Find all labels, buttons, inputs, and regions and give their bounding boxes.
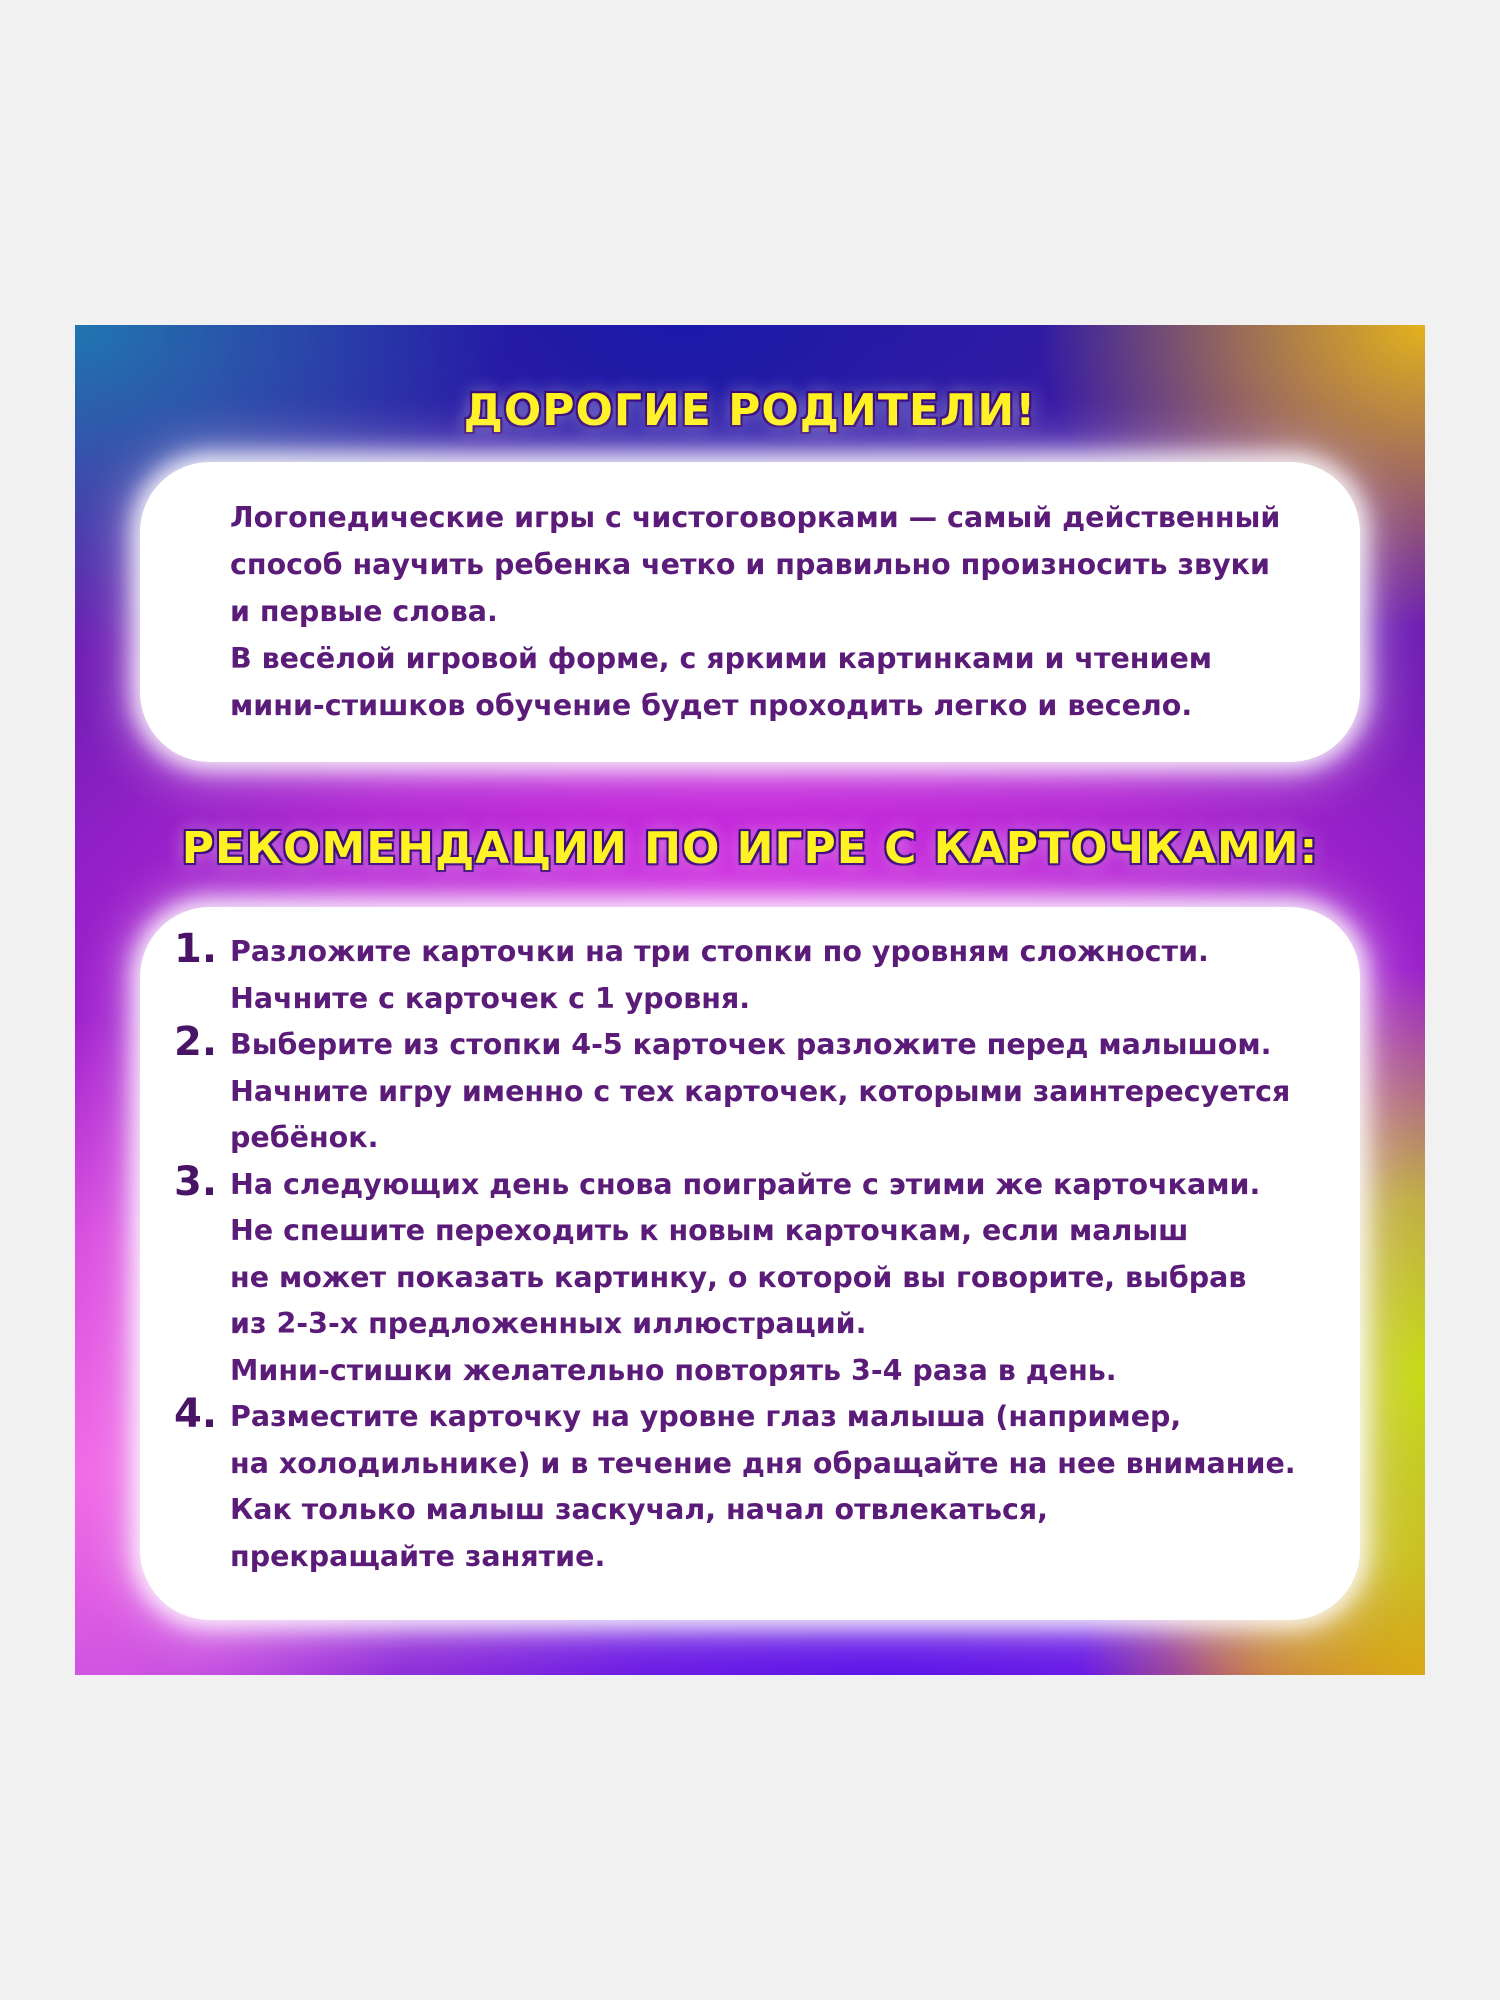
recommendations-card [140, 907, 1360, 1620]
step-line: Выберите из стопки 4-5 карточек разложите перед малышом. [230, 1028, 1272, 1061]
step-number: 3. [174, 1158, 218, 1205]
step-number: 2. [174, 1019, 218, 1065]
step-line: Начните с карточек с 1 уровня. [230, 981, 751, 1015]
intro-line: В весёлой игровой форме, с яркими картинками и чтением [230, 642, 1213, 675]
step-3 [174, 1158, 1340, 1395]
poster [75, 325, 1425, 1675]
recommendations-heading: РЕКОМЕНДАЦИИ ПО ИГРЕ С КАРТОЧКАМИ: [181, 823, 1319, 874]
step-line: Не спешите переходить к новым карточкам, если малыш [230, 1214, 1189, 1247]
step-line: Разместите карточку на уровне глаз малыша (например, [230, 1400, 1182, 1433]
steps-list [174, 926, 1340, 1580]
step-line: прекращайте занятие. [230, 1539, 606, 1573]
intro-line: способ научить ребенка четко и правильно произносить звуки [230, 548, 1270, 581]
step-line: Мини-стишки желательно повторять 3-4 раза в день. [230, 1353, 1117, 1387]
step-line: На следующих день снова поиграйте с этими же карточками. [230, 1167, 1261, 1201]
parents-heading: ДОРОГИЕ РОДИТЕЛИ! [463, 385, 1037, 436]
step-2 [174, 1019, 1340, 1162]
step-line: ребёнок. [230, 1121, 379, 1154]
intro-line: Логопедические игры с чистоговорками — самый действенный [230, 501, 1281, 534]
intro-line: мини-стишков обучение будет проходить легко и весело. [230, 689, 1193, 722]
step-line: Разложите карточки на три стопки по уровням сложности. [230, 935, 1209, 968]
step-line: Начните игру именно с тех карточек, которыми заинтересуется [230, 1074, 1291, 1108]
step-line: на холодильнике) и в течение дня обращайте на нее внимание. [230, 1446, 1296, 1480]
intro-card [140, 462, 1360, 762]
step-1 [174, 926, 1340, 1022]
intro-line: и первые слова. [230, 595, 498, 628]
step-line: не может показать картинку, о которой вы говорите, выбрав [230, 1260, 1247, 1294]
step-line: Как только малыш заскучал, начал отвлекаться, [230, 1493, 1049, 1526]
step-line: из 2-3-х предложенных иллюстраций. [230, 1307, 867, 1340]
step-number: 4. [174, 1391, 218, 1437]
step-4 [174, 1391, 1340, 1580]
step-number: 1. [174, 926, 218, 972]
intro-text [230, 494, 1330, 729]
